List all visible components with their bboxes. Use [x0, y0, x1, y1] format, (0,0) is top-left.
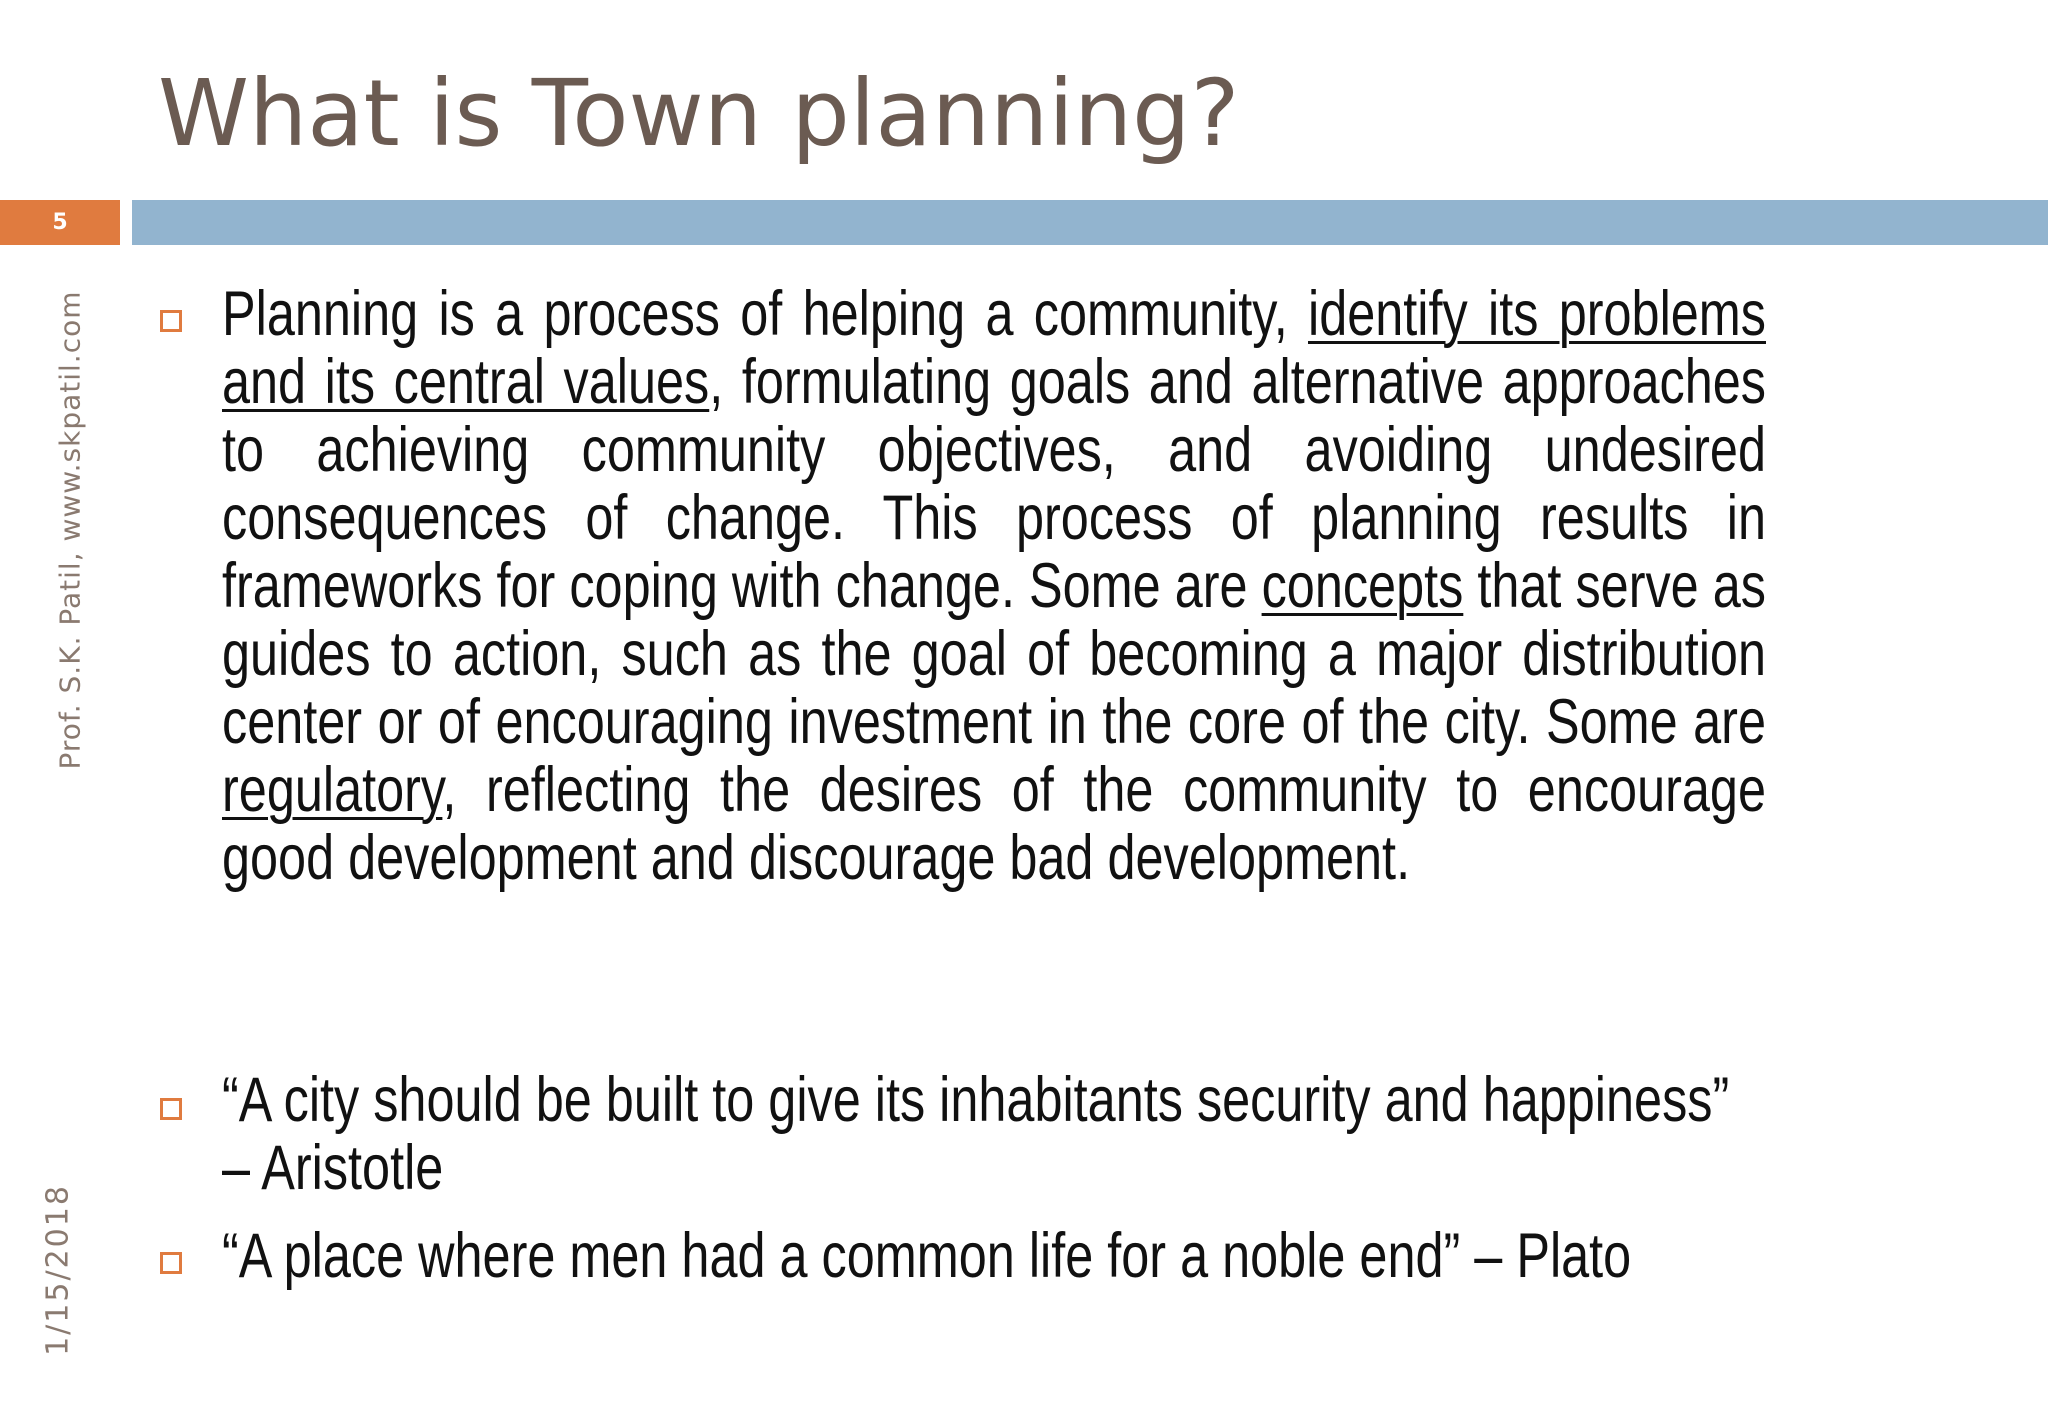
text-segment: , reflecting the desires of the community to encourage good development and discourage bad development.	[222, 755, 1767, 893]
square-bullet-icon	[160, 1098, 182, 1120]
slide-title: What is Town planning?	[158, 60, 1240, 167]
underlined-phrase: identify its problems and its central values	[222, 279, 1766, 417]
underlined-phrase: concepts	[1261, 551, 1464, 621]
text-segment: , formulating goals and alternative approaches to achieving community objectives, and avoiding undesired consequences of change. This process of planning results in frameworks for coping with change. Some are	[222, 347, 1766, 621]
side-date: 1/15/2018	[40, 1184, 76, 1356]
underlined-phrase: regulatory	[222, 755, 443, 825]
text-segment: Planning is a process of helping a community,	[222, 279, 1309, 349]
side-author-credit: Prof. S.K. Patil, www.skpatil.com	[53, 290, 87, 770]
title-divider-bar	[132, 200, 2048, 245]
text-segment: that serve as guides to action, such as the goal of becoming a major distribution center or of encouraging investment in the core of the city. Some are	[222, 551, 1766, 757]
square-bullet-icon	[160, 310, 182, 332]
bullet-text: “A city should be built to give its inhabitants security and happiness” – Aristotle	[222, 1065, 1730, 1203]
square-bullet-icon	[160, 1252, 182, 1274]
bullet-text	[222, 280, 1766, 892]
slide-number: 5	[0, 200, 120, 245]
bullet-text: “A place where men had a common life for a noble end” – Plato	[222, 1221, 1632, 1291]
